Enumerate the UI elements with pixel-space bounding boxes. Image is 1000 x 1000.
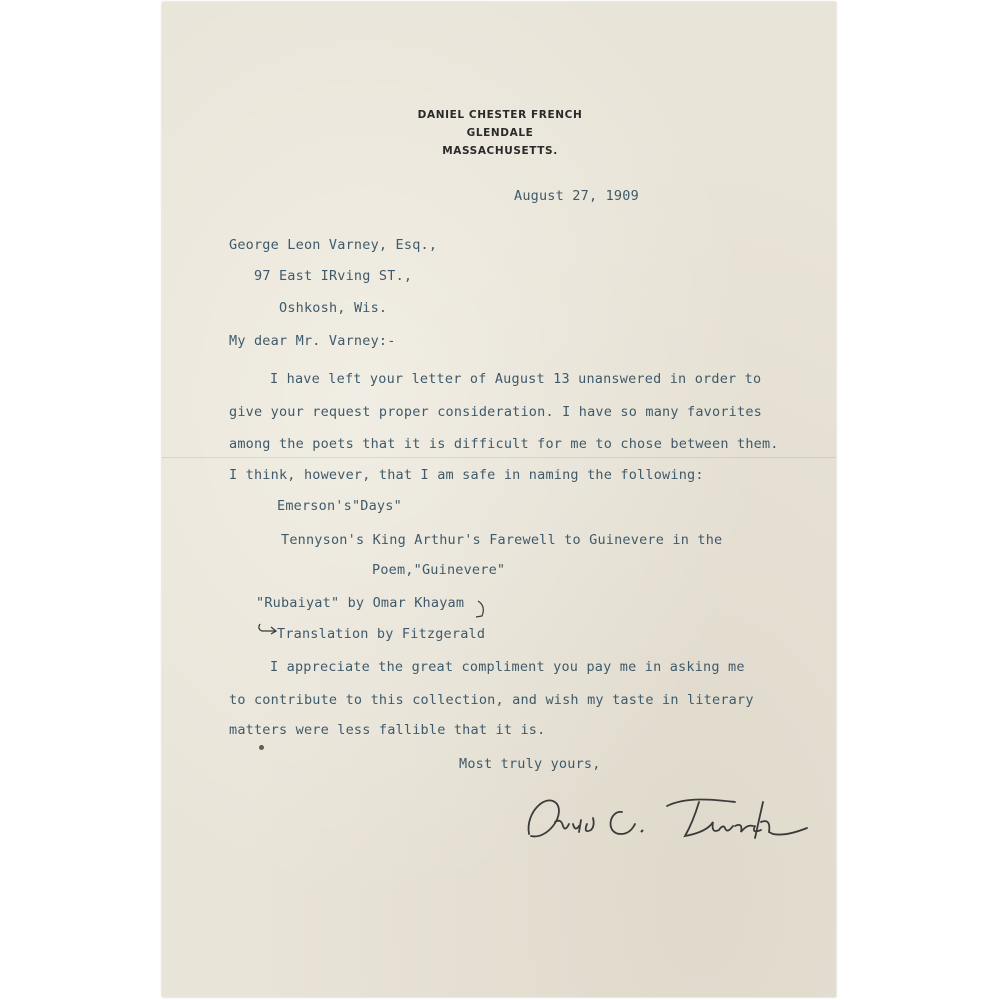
- letterhead-state: MASSACHUSETTS.: [442, 145, 558, 157]
- letterhead-town: GLENDALE: [466, 127, 534, 139]
- body-line: matters were less fallible that it is.: [229, 722, 546, 738]
- poem-item-translation: Translation by Fitzgerald: [277, 626, 486, 642]
- letter-paper: [162, 2, 836, 997]
- poem-item-tennyson: Tennyson's King Arthur's Farewell to Guinevere in the: [281, 532, 723, 548]
- body-line: give your request proper consideration. I have so many favorites: [229, 404, 762, 420]
- signature: [517, 782, 817, 852]
- recipient-city: Oshkosh, Wis.: [279, 300, 388, 316]
- body-line: to contribute to this collection, and wish my taste in literary: [229, 692, 754, 708]
- poem-item-tennyson-cont: Poem,"Guinevere": [372, 562, 506, 578]
- handwritten-bracket-mark: [472, 598, 494, 622]
- body-line: I think, however, that I am safe in naming the following:: [229, 467, 704, 483]
- salutation: My dear Mr. Varney:-: [229, 333, 396, 349]
- ink-spot: [259, 745, 264, 750]
- body-line: I have left your letter of August 13 unanswered in order to: [270, 371, 762, 387]
- recipient-name: George Leon Varney, Esq.,: [229, 237, 438, 253]
- letter-date: August 27, 1909: [514, 188, 639, 204]
- poem-item-emerson: Emerson's"Days": [277, 498, 402, 514]
- recipient-street: 97 East IRving ST.,: [254, 268, 413, 284]
- body-line: I appreciate the great compliment you pay me in asking me: [270, 659, 745, 675]
- poem-item-rubaiyat: "Rubaiyat" by Omar Khayam: [256, 595, 465, 611]
- body-line: among the poets that it is difficult for me to chose between them.: [229, 436, 779, 452]
- letterhead: [162, 106, 836, 160]
- letterhead-name: DANIEL CHESTER FRENCH: [417, 109, 583, 121]
- closing: Most truly yours,: [459, 756, 601, 772]
- paper-fold-line: [162, 457, 836, 458]
- handwritten-arrow-icon: [256, 620, 280, 636]
